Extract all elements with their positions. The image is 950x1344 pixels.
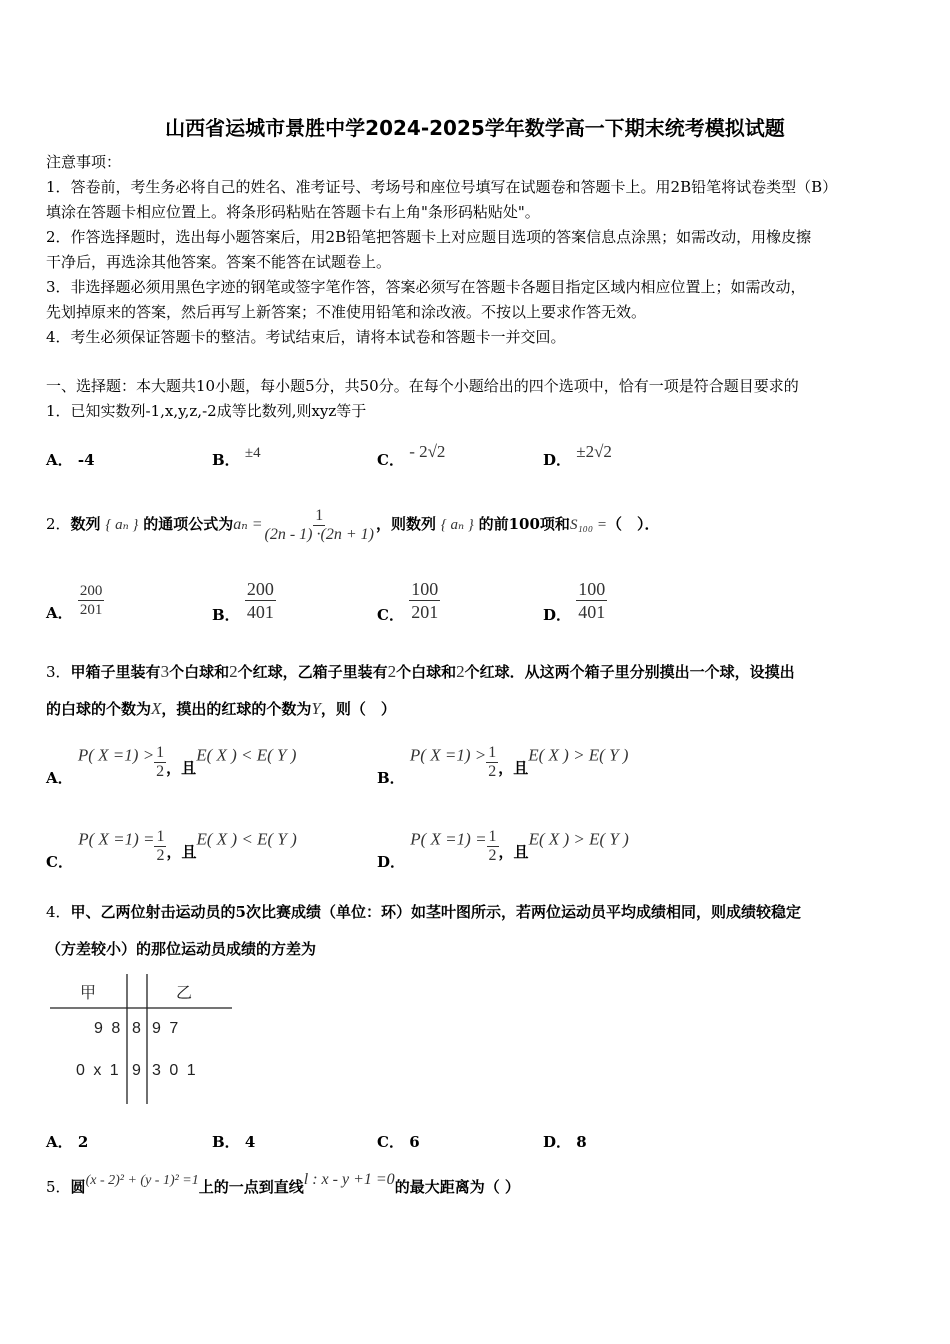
fraction-numerator: 1: [488, 828, 497, 845]
fraction-numerator: 200: [246, 579, 274, 599]
question-text: 甲箱子里装有: [70, 663, 161, 681]
fraction-denominator: 201: [79, 602, 103, 618]
option-label: B．: [212, 451, 240, 469]
notice-line: 1．答卷前，考生务必将自己的姓名、准考证号、考场号和座位号填写在试题卷和答题卡上。用2B铅笔将试卷类型（B）: [46, 178, 838, 196]
right-leaves: 9 7: [152, 1020, 181, 1037]
fraction-denominator: 2: [488, 847, 497, 864]
stem-leaf-plot: [46, 970, 236, 1106]
variable: X: [151, 699, 162, 718]
question-5: [46, 1172, 520, 1204]
fraction-denominator: 2: [156, 847, 165, 864]
question-text: 个红球．从这两个箱子里分别摸出一个球，设摸出: [464, 663, 795, 681]
sequence-symbol: { aₙ }: [440, 517, 474, 533]
expectation-expr: E( X ) > E( Y ): [528, 745, 629, 765]
left-leaves: 0 x 1: [76, 1062, 121, 1079]
stem-value: 8: [132, 1020, 141, 1037]
question-text: 圆: [70, 1178, 86, 1196]
question-number: 5．: [46, 1178, 71, 1196]
fraction-denominator: 401: [246, 602, 274, 622]
q2-option-b[interactable]: [212, 578, 276, 623]
question-1: [46, 401, 366, 421]
option-label: B．: [377, 768, 405, 787]
notice-line: 先划掉原来的答案，然后再写上新答案；不准使用铅笔和涂改液。不按以上要求作答无效。: [46, 303, 647, 321]
option-label: C．: [377, 451, 404, 469]
right-header: 乙: [176, 985, 193, 1002]
sum-symbol: S₁₀₀ =: [569, 517, 607, 533]
notice-line: 4．考生必须保证答题卡的整洁。考试结束后，请将本试卷和答题卡一并交回。: [46, 328, 566, 346]
q4-option-a[interactable]: [46, 1131, 88, 1152]
option-fraction: [409, 578, 440, 623]
q1-option-c[interactable]: [377, 442, 446, 470]
q1-option-a[interactable]: [46, 449, 95, 470]
option-fraction: [487, 828, 499, 865]
fraction-denominator: 201: [411, 602, 439, 622]
q3-option-c[interactable]: [46, 822, 297, 871]
circle-equation: (x - 2)² + (y - 1)² =1: [85, 1173, 199, 1188]
question-text: 的白球的个数为: [46, 700, 152, 718]
option-label: C．: [377, 1133, 404, 1151]
question-text: ，则数列: [375, 515, 436, 533]
q3-option-d[interactable]: [377, 822, 629, 871]
option-label: A．: [46, 603, 73, 622]
q2-option-d[interactable]: [543, 578, 607, 623]
question-text: 个白球和: [396, 663, 457, 681]
formula-fraction: [263, 507, 376, 544]
question-text: 个红球，乙箱子里装有: [237, 663, 388, 681]
question-text: 项和: [539, 515, 570, 533]
fraction-denominator: 2: [156, 763, 165, 780]
fraction-numerator: 100: [578, 579, 606, 599]
question-number: 4．: [46, 903, 71, 921]
q4-option-b[interactable]: [212, 1131, 255, 1152]
variable: Y: [311, 699, 321, 718]
question-text: 已知实数列-1,x,y,z,-2成等比数列,则xyz等于: [70, 402, 367, 420]
option-label: A．: [46, 1133, 73, 1151]
question-3-line-2: [46, 699, 396, 719]
option-value: 4: [244, 1133, 256, 1151]
q4-option-d[interactable]: [543, 1131, 587, 1152]
left-leaves: 9 8: [94, 1020, 123, 1037]
conjunction: ，且: [498, 842, 529, 861]
option-fraction: [245, 578, 276, 623]
expectation-expr: E( X ) > E( Y ): [528, 829, 629, 849]
question-text: 的前: [478, 515, 509, 533]
option-value: ±4: [244, 445, 261, 461]
page-title: 山西省运城市景胜中学2024-2025学年数学高一下期末统考模拟试题: [165, 116, 785, 140]
option-label: B．: [212, 1133, 240, 1151]
formula-lhs: aₙ =: [233, 516, 263, 533]
conjunction: ，且: [166, 758, 197, 777]
question-number: 1．: [46, 402, 71, 420]
conjunction: ，且: [498, 758, 529, 777]
option-label: D．: [543, 1133, 572, 1151]
right-leaves: 3 0 1: [152, 1062, 198, 1079]
option-value: - 2√2: [409, 442, 446, 461]
q1-option-b[interactable]: [212, 445, 261, 470]
question-text: （ ）．: [606, 515, 660, 533]
fraction-numerator: 1: [156, 744, 165, 761]
number: 2: [229, 662, 238, 681]
probability-expr: P( X =1) =: [410, 829, 487, 849]
sequence-symbol: { aₙ }: [105, 517, 139, 533]
option-label: A．: [46, 451, 73, 469]
question-text: 个白球和: [169, 663, 230, 681]
question-4-line-2: （方差较小）的那位运动员成绩的方差为: [46, 940, 317, 958]
question-3-line-1: [46, 662, 795, 682]
option-fraction: [486, 744, 498, 781]
question-text: 甲、乙两位射击运动员的5次比赛成绩（单位：环）如茎叶图所示，若两位运动员平均成绩相同，则成绩较稳定: [70, 903, 801, 921]
notice-line: 3．非选择题必须用黑色字迹的钢笔或签字笔作答，答案必须写在答题卡各题目指定区域内相应位置上；如需改动，: [46, 278, 806, 296]
stem-leaf-lines: [46, 970, 236, 1106]
number: 2: [456, 662, 465, 681]
fraction-numerator: 200: [79, 583, 103, 599]
number: 3: [160, 662, 170, 681]
fraction-denominator: 401: [578, 602, 606, 622]
stem-value: 9: [132, 1062, 141, 1079]
fraction-denominator: (2n - 1) ·(2n + 1): [264, 525, 374, 543]
fraction-numerator: 1: [156, 828, 165, 845]
fraction-numerator: 1: [488, 744, 497, 761]
option-fraction: [78, 582, 105, 619]
option-fraction: [576, 578, 607, 623]
question-text: ，摸出的红球的个数为: [161, 700, 312, 718]
question-number: 3．: [46, 663, 71, 681]
question-2: [46, 504, 659, 544]
question-text: 的通项公式为: [143, 515, 234, 533]
fraction-numerator: 1: [315, 506, 324, 524]
section-heading: 一、选择题：本大题共10小题，每小题5分，共50分。在每个小题给出的四个选项中，恰有一项是符合题目要求的: [46, 377, 799, 395]
question-text: 的最大距离为（ ）: [394, 1178, 520, 1196]
number: 2: [387, 662, 397, 681]
option-label: D．: [543, 451, 572, 469]
option-value: 6: [409, 1133, 420, 1151]
option-label: C．: [377, 605, 404, 624]
probability-expr: P( X =1) >: [409, 745, 487, 765]
option-fraction: [154, 828, 166, 865]
question-4-line-1: [46, 902, 801, 922]
question-text: 100: [508, 515, 540, 533]
expectation-expr: E( X ) < E( Y ): [196, 745, 297, 765]
question-text: ，则（ ）: [320, 700, 396, 718]
q2-option-c[interactable]: [377, 578, 440, 623]
line-equation: l : x - y +1 =0: [303, 1171, 395, 1188]
question-number: 2．: [46, 515, 71, 533]
expectation-expr: E( X ) < E( Y ): [196, 829, 297, 849]
left-header: 甲: [80, 985, 97, 1002]
option-value: 2: [77, 1133, 89, 1151]
notice-heading: 注意事项：: [46, 153, 122, 171]
option-value: 8: [576, 1133, 587, 1151]
notice-line: 2．作答选择题时，选出每小题答案后，用2B铅笔把答题卡上对应题目选项的答案信息点涂黑；如需改动，用橡皮擦: [46, 228, 812, 246]
q3-option-b[interactable]: [377, 738, 629, 787]
option-label: D．: [377, 852, 406, 871]
option-value: -4: [77, 451, 95, 469]
option-label: C．: [46, 852, 73, 871]
probability-expr: P( X =1) =: [78, 829, 155, 849]
q4-option-c[interactable]: [377, 1131, 420, 1152]
conjunction: ，且: [166, 842, 197, 861]
question-text: 数列: [70, 515, 101, 533]
probability-expr: P( X =1) >: [77, 745, 155, 765]
question-text: 上的一点到直线: [198, 1178, 304, 1196]
q2-option-a[interactable]: [46, 582, 104, 622]
notice-line: 填涂在答题卡相应位置上。将条形码粘贴在答题卡右上角"条形码粘贴处"。: [46, 203, 540, 221]
option-label: B．: [212, 605, 240, 624]
option-label: D．: [543, 605, 572, 624]
q1-option-d[interactable]: [543, 442, 612, 470]
fraction-denominator: 2: [488, 763, 497, 780]
fraction-numerator: 100: [411, 579, 439, 599]
option-fraction: [154, 744, 166, 781]
notice-line: 干净后，再选涂其他答案。答案不能答在试题卷上。: [46, 253, 392, 271]
option-value: ±2√2: [576, 442, 612, 461]
q3-option-a[interactable]: [46, 738, 297, 787]
option-label: A．: [46, 768, 73, 787]
